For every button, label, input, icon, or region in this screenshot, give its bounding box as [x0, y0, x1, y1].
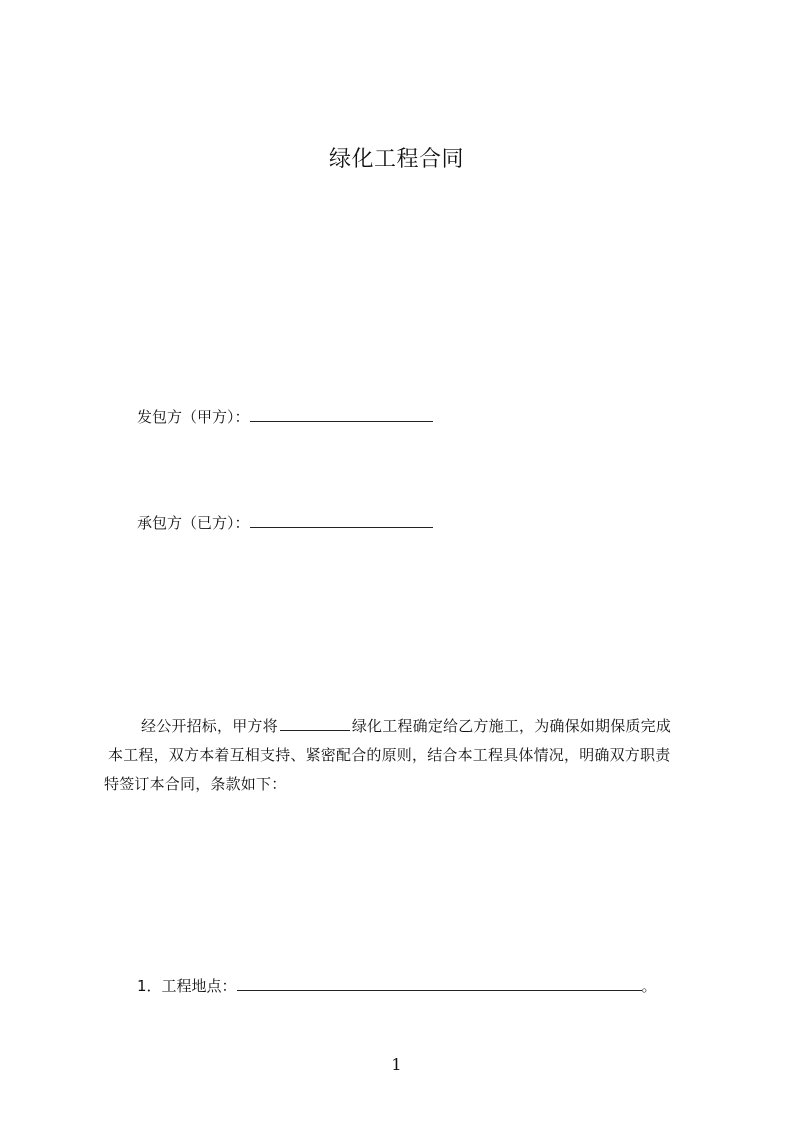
clause-1-line: [137, 976, 657, 996]
party-a-blank[interactable]: [250, 407, 433, 422]
party-b-line: [137, 513, 433, 533]
page-number: 1: [391, 1055, 402, 1074]
project-location-blank[interactable]: [237, 976, 642, 991]
intro-line-1: [141, 716, 671, 736]
party-b-label: 承包方（已方）：: [137, 514, 250, 532]
clause-1-label: 1．工程地点：: [137, 977, 237, 995]
intro-line-1-before: 经公开招标，甲方将: [141, 717, 278, 735]
intro-line-2: 本工程，双方本着互相支持、紧密配合的原则，结合本工程具体情况，明确双方职责: [108, 746, 671, 764]
intro-line-1-after: 绿化工程确定给乙方施工，为确保如期保质完成: [351, 717, 672, 735]
clause-1-ending: 。: [641, 977, 657, 995]
intro-line-3: 特签订本合同，条款如下：: [104, 775, 287, 793]
party-a-label: 发包方（甲方）：: [137, 408, 250, 426]
party-a-line: [137, 407, 433, 427]
party-b-blank[interactable]: [250, 513, 433, 528]
page-title: 绿化工程合同: [328, 147, 464, 172]
project-name-blank[interactable]: [280, 716, 350, 731]
